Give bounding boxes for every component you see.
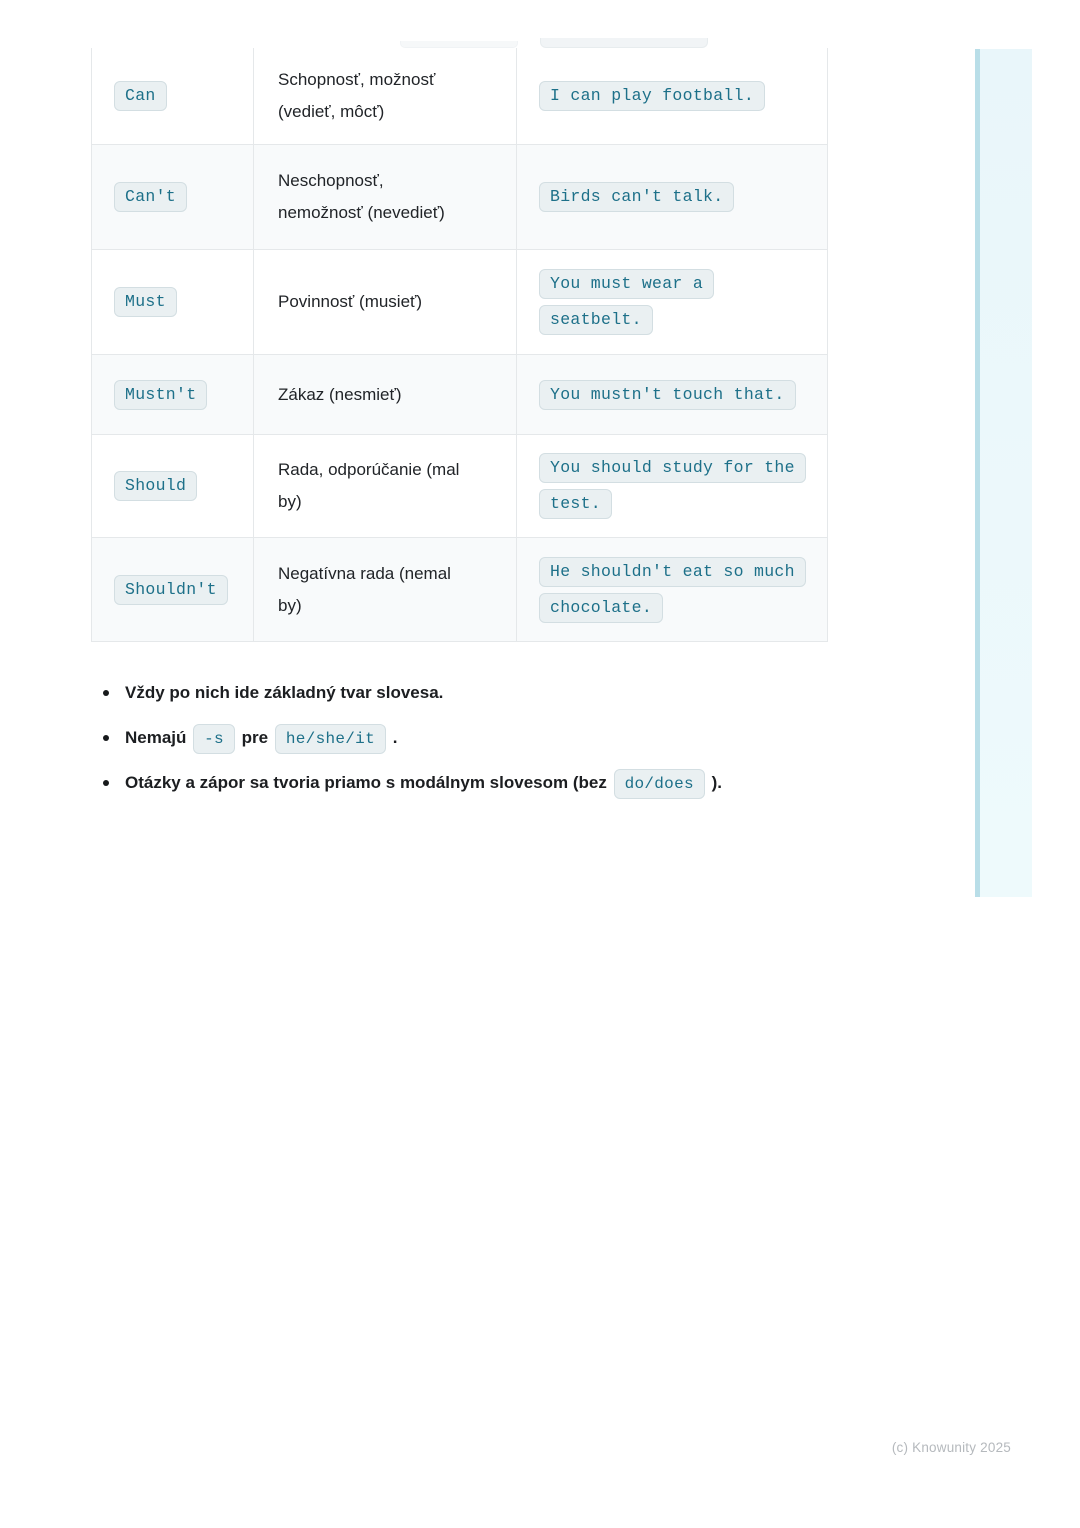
bullet-dot [103, 735, 109, 741]
page-edge-highlight-bar [975, 49, 1032, 897]
table-cell-meaning [254, 435, 517, 538]
table-cell-modal [92, 538, 254, 642]
modal-verbs-table [91, 48, 827, 642]
meaning-text: Schopnosť, možnosť (vedieť, môcť) [278, 70, 436, 121]
note-item [103, 766, 725, 800]
table-cell-modal [92, 250, 254, 355]
cutoff-content-fragment [400, 41, 518, 48]
modal-code-badge: Can't [114, 182, 187, 212]
meaning-text: Povinnosť (musieť) [278, 292, 423, 311]
table-cell-meaning [254, 250, 517, 355]
note-text: Otázky a zápor sa tvoria priamo s modálnym slovesom (bez do/does ). [125, 766, 722, 800]
example-line [539, 489, 612, 519]
meaning-text: Zákaz (nesmieť) [278, 384, 402, 404]
table-cell-modal [92, 355, 254, 435]
table-cell-meaning [254, 538, 517, 642]
example-code-badge: seatbelt. [539, 305, 653, 335]
note-code-badge: do/does [614, 769, 705, 799]
note-item [103, 676, 725, 710]
example-line [539, 269, 714, 299]
copyright-text: (c) Knowunity 2025 [891, 1440, 1011, 1455]
bullet-dot [103, 690, 109, 696]
cutoff-content-fragment [540, 38, 708, 48]
table-cell-example [517, 435, 828, 538]
table-cell-example [517, 538, 828, 642]
grammar-notes-list [103, 676, 725, 811]
example-code-badge: He shouldn't eat so much [539, 557, 806, 587]
table-cell-example [517, 250, 828, 355]
note-text: Nemajú -s pre he/she/it . [125, 721, 397, 755]
meaning-text: Neschopnosť, nemožnosť (nevedieť) [278, 171, 445, 222]
table-cell-modal [92, 435, 254, 538]
note-text: Vždy po nich ide základný tvar slovesa. [125, 683, 444, 702]
modal-code-badge: Mustn't [114, 380, 207, 410]
example-line [539, 182, 734, 212]
table-cell-example [517, 355, 828, 435]
table-cell-meaning [254, 48, 517, 145]
table-cell-meaning [254, 145, 517, 250]
table-cell-meaning [254, 355, 517, 435]
example-line [539, 593, 663, 623]
example-code-badge: Birds can't talk. [539, 182, 734, 212]
example-code-badge: You mustn't touch that. [539, 380, 796, 410]
table-cell-modal [92, 48, 254, 145]
example-code-badge: test. [539, 489, 612, 519]
meaning-text: Rada, odporúčanie (mal by) [278, 460, 460, 511]
example-code-badge: I can play football. [539, 81, 765, 111]
table-cell-example [517, 48, 828, 145]
table-cell-modal [92, 145, 254, 250]
example-line [539, 305, 653, 335]
example-line [539, 380, 796, 410]
modal-code-badge: Should [114, 471, 197, 501]
example-code-badge: chocolate. [539, 593, 663, 623]
modal-code-badge: Can [114, 81, 167, 111]
example-line [539, 453, 806, 483]
modal-code-badge: Must [114, 287, 177, 317]
example-line [539, 557, 806, 587]
note-code-badge: -s [193, 724, 235, 754]
bullet-dot [103, 780, 109, 786]
note-code-badge: he/she/it [275, 724, 386, 754]
example-line [539, 81, 765, 111]
meaning-text: Negatívna rada (nemal by) [278, 563, 451, 615]
example-code-badge: You must wear a [539, 269, 714, 299]
example-code-badge: You should study for the [539, 453, 806, 483]
note-item [103, 721, 725, 755]
modal-code-badge: Shouldn't [114, 575, 228, 605]
table-cell-example [517, 145, 828, 250]
